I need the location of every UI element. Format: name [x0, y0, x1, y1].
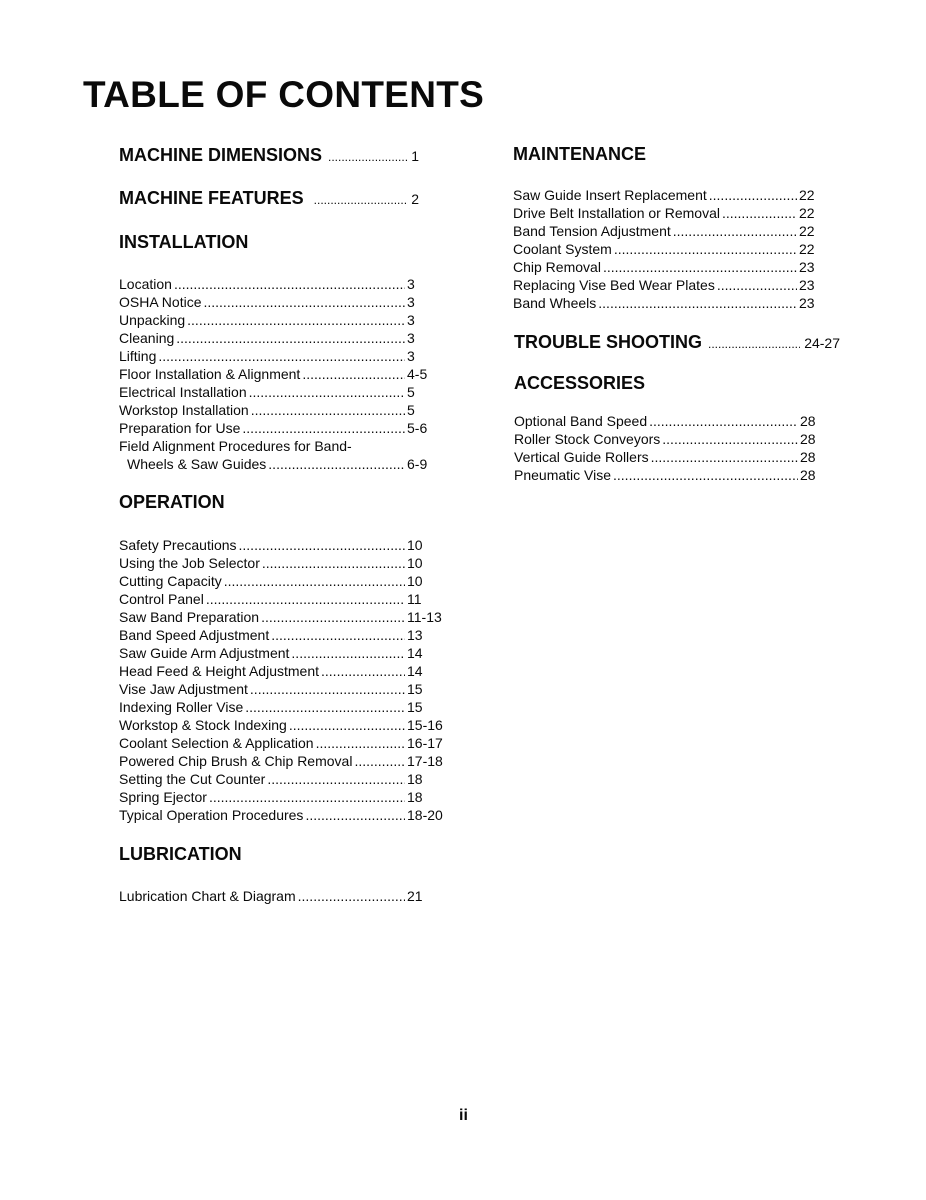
toc-list-maintenance: [513, 186, 823, 312]
dot-leader: [613, 466, 798, 484]
dot-leader: [354, 752, 405, 770]
dot-leader: [250, 680, 405, 698]
toc-entry[interactable]: Cutting Capacity ..... 10: [119, 572, 449, 590]
dot-leader: [158, 347, 405, 365]
toc-entry[interactable]: Lifting ..... 3: [119, 347, 431, 365]
dot-leader: [709, 186, 797, 204]
dot-leader: [187, 311, 405, 329]
toc-entry[interactable]: Saw Band Preparation ..... 11-13: [119, 608, 449, 626]
dot-leader: [649, 412, 798, 430]
toc-entry[interactable]: Electrical Installation ..... 5: [119, 383, 431, 401]
dot-leader: [314, 193, 408, 207]
toc-entry[interactable]: Setting the Cut Counter ..... 18: [119, 770, 449, 788]
toc-list-lubrication: [119, 887, 431, 905]
toc-entry[interactable]: Coolant Selection & Application ..... 16-17: [119, 734, 449, 752]
toc-entry[interactable]: Pneumatic Vise ..... 28: [514, 466, 824, 484]
dot-leader: [305, 806, 405, 824]
toc-entry[interactable]: Replacing Vise Bed Wear Plates ..... 23: [513, 276, 823, 294]
toc-entry[interactable]: Band Speed Adjustment ..... 13: [119, 626, 449, 644]
toc-entry[interactable]: Using the Job Selector ..... 10: [119, 554, 449, 572]
dot-leader: [176, 329, 405, 347]
toc-entry[interactable]: Safety Precautions ..... 10: [119, 536, 449, 554]
toc-entry[interactable]: Spring Ejector ..... 18: [119, 788, 449, 806]
toc-entry[interactable]: Workstop & Stock Indexing ..... 15-16: [119, 716, 449, 734]
dot-leader: [316, 734, 405, 752]
toc-entry-page: 1: [411, 148, 419, 164]
dot-leader: [251, 401, 405, 419]
toc-entry[interactable]: Lubrication Chart & Diagram ..... 21: [119, 887, 431, 905]
dot-leader: [722, 204, 797, 222]
dot-leader: [708, 337, 800, 351]
dot-leader: [662, 430, 798, 448]
toc-entry-page: 2: [411, 191, 419, 207]
toc-entry-page: 24-27: [804, 335, 840, 351]
toc-entry-trouble-shooting[interactable]: [514, 332, 840, 353]
section-heading-operation: OPERATION: [119, 492, 225, 512]
section-heading-maintenance: MAINTENANCE: [513, 144, 646, 164]
toc-list-operation: [119, 536, 449, 824]
toc-entry[interactable]: Powered Chip Brush & Chip Removal ..... 17-18: [119, 752, 449, 770]
toc-entry[interactable]: Cleaning ..... 3: [119, 329, 431, 347]
dot-leader: [239, 536, 405, 554]
toc-entry-label: TROUBLE SHOOTING: [514, 332, 702, 352]
dot-leader: [242, 419, 405, 437]
section-heading-installation: INSTALLATION: [119, 232, 249, 252]
dot-leader: [289, 716, 405, 734]
toc-entry[interactable]: Workstop Installation ..... 5: [119, 401, 431, 419]
dot-leader: [291, 644, 405, 662]
page-title: TABLE OF CONTENTS: [83, 74, 485, 115]
dot-leader: [717, 276, 797, 294]
toc-entry[interactable]: Roller Stock Conveyors ..... 28: [514, 430, 824, 448]
toc-entry[interactable]: Head Feed & Height Adjustment ..... 14: [119, 662, 449, 680]
toc-entry[interactable]: Floor Installation & Alignment ..... 4-5: [119, 365, 431, 383]
dot-leader: [328, 150, 407, 164]
dot-leader: [651, 448, 798, 466]
toc-entry[interactable]: OSHA Notice ..... 3: [119, 293, 431, 311]
dot-leader: [603, 258, 797, 276]
dot-leader: [245, 698, 405, 716]
toc-entry[interactable]: Preparation for Use ..... 5-6: [119, 419, 431, 437]
toc-entry[interactable]: Location ..... 3: [119, 275, 431, 293]
toc-entry[interactable]: Unpacking ..... 3: [119, 311, 431, 329]
toc-entry[interactable]: Vise Jaw Adjustment ..... 15: [119, 680, 449, 698]
section-heading-accessories: ACCESSORIES: [514, 373, 646, 393]
dot-leader: [614, 240, 797, 258]
dot-leader: [224, 572, 405, 590]
dot-leader: [261, 608, 405, 626]
toc-entry-machine-dimensions[interactable]: [119, 145, 419, 166]
toc-list-accessories: [514, 412, 824, 484]
dot-leader: [302, 365, 405, 383]
dot-leader: [174, 275, 405, 293]
toc-entry[interactable]: Optional Band Speed ..... 28: [514, 412, 824, 430]
toc-list-installation: [119, 275, 431, 473]
section-heading-lubrication: LUBRICATION: [119, 844, 242, 864]
toc-entry-machine-features[interactable]: [119, 188, 419, 209]
toc-entry[interactable]: Coolant System ..... 22: [513, 240, 823, 258]
dot-leader: [262, 554, 405, 572]
dot-leader: [209, 788, 405, 806]
toc-entry-label: MACHINE DIMENSIONS: [119, 145, 323, 165]
toc-entry[interactable]: Typical Operation Procedures ..... 18-20: [119, 806, 449, 824]
dot-leader: [673, 222, 797, 240]
toc-entry-label: MACHINE FEATURES: [119, 188, 304, 208]
page-number: ii: [459, 1107, 468, 1124]
dot-leader: [203, 293, 405, 311]
toc-entry[interactable]: Band Tension Adjustment ..... 22: [513, 222, 823, 240]
dot-leader: [321, 662, 405, 680]
dot-leader: [249, 383, 405, 401]
dot-leader: [268, 455, 405, 473]
toc-entry[interactable]: Saw Guide Arm Adjustment ..... 14: [119, 644, 449, 662]
dot-leader: [598, 294, 797, 312]
dot-leader: [298, 887, 405, 905]
toc-entry[interactable]: Indexing Roller Vise ..... 15: [119, 698, 449, 716]
toc-entry[interactable]: Vertical Guide Rollers ..... 28: [514, 448, 824, 466]
dot-leader: [267, 770, 405, 788]
toc-entry[interactable]: Control Panel ..... 11: [119, 590, 449, 608]
dot-leader: [271, 626, 405, 644]
toc-entry[interactable]: Field Alignment Procedures for Band-: [119, 438, 352, 454]
toc-entry[interactable]: Wheels & Saw Guides ..... 6-9: [119, 455, 431, 473]
toc-entry[interactable]: Drive Belt Installation or Removal ..... 22: [513, 204, 823, 222]
toc-entry[interactable]: Band Wheels ..... 23: [513, 294, 823, 312]
dot-leader: [206, 590, 405, 608]
toc-entry[interactable]: Chip Removal ..... 23: [513, 258, 823, 276]
toc-entry[interactable]: Saw Guide Insert Replacement ..... 22: [513, 186, 823, 204]
